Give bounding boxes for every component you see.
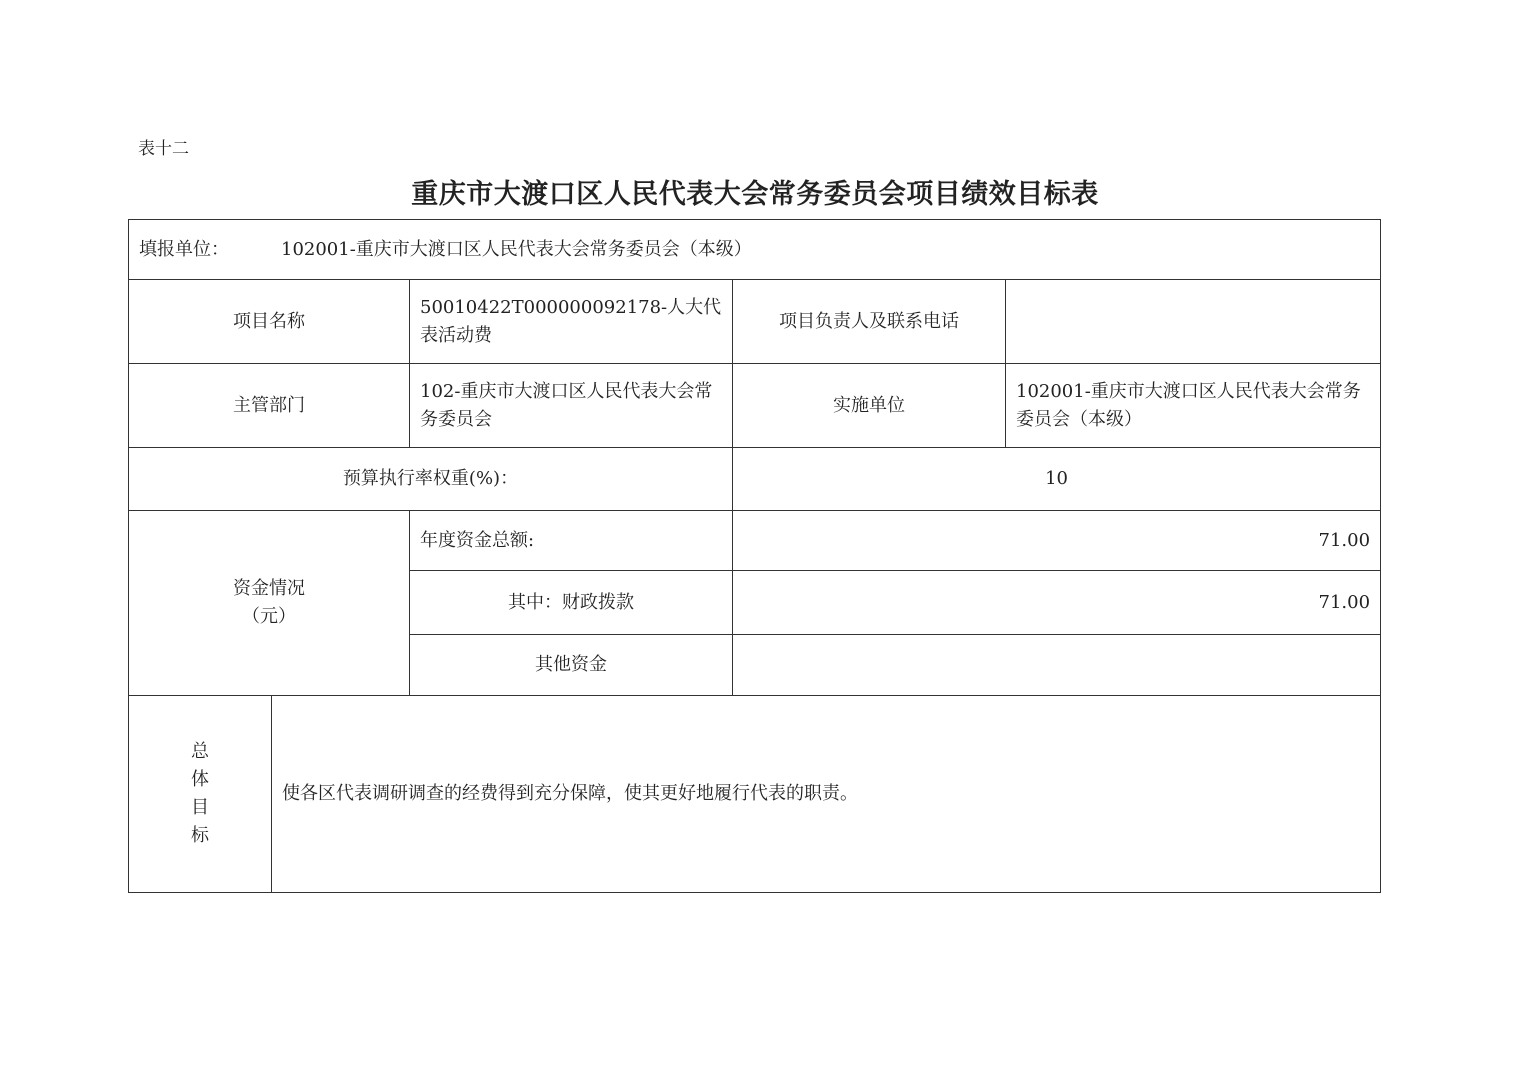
budget-weight-value: 10 xyxy=(733,448,1381,511)
overall-goal-char: 总 xyxy=(191,741,209,762)
funds-label-line2: （元） xyxy=(242,606,296,627)
other-funds-label: 其他资金 xyxy=(410,635,733,696)
fiscal-value: 71.00 xyxy=(733,571,1381,635)
project-owner-value xyxy=(1006,280,1381,364)
other-funds-value xyxy=(733,635,1381,696)
fiscal-label: 其中：财政拨款 xyxy=(410,571,733,635)
table-number: 表十二 xyxy=(138,139,189,159)
implementing-unit-label: 实施单位 xyxy=(733,364,1006,448)
department-row xyxy=(129,364,1381,448)
overall-goal-label xyxy=(129,696,272,893)
implementing-unit-value: 102001-重庆市大渡口区人民代表大会常务委员会（本级） xyxy=(1006,364,1381,448)
project-name-row xyxy=(129,280,1381,364)
project-name-label: 项目名称 xyxy=(129,280,410,364)
funds-label-line1: 资金情况 xyxy=(233,578,305,599)
project-name-value: 50010422T000000092178-人大代表活动费 xyxy=(410,280,733,364)
annual-total-row xyxy=(129,511,1381,571)
budget-weight-row xyxy=(129,448,1381,511)
reporting-unit-row xyxy=(129,220,1381,280)
department-label: 主管部门 xyxy=(129,364,410,448)
annual-total-label: 年度资金总额: xyxy=(410,511,733,571)
overall-goal-value: 使各区代表调研调查的经费得到充分保障，使其更好地履行代表的职责。 xyxy=(272,696,1381,893)
reporting-unit-value: 102001-重庆市大渡口区人民代表大会常务委员会（本级） xyxy=(281,238,752,260)
overall-goal-row xyxy=(129,696,1381,893)
page-title: 重庆市大渡口区人民代表大会常务委员会项目绩效目标表 xyxy=(411,179,1099,210)
overall-goal-char: 目 xyxy=(191,797,209,818)
reporting-unit-label: 填报单位： xyxy=(139,238,229,260)
budget-weight-label: 预算执行率权重(%)： xyxy=(129,448,733,511)
annual-total-value: 71.00 xyxy=(733,511,1381,571)
project-owner-label: 项目负责人及联系电话 xyxy=(733,280,1006,364)
reporting-unit-cell xyxy=(129,220,1381,280)
department-value: 102-重庆市大渡口区人民代表大会常务委员会 xyxy=(410,364,733,448)
overall-goal-char: 体 xyxy=(191,769,209,790)
overall-goal-char: 标 xyxy=(191,825,209,846)
performance-goal-table xyxy=(128,219,1381,893)
funds-label xyxy=(129,511,410,696)
